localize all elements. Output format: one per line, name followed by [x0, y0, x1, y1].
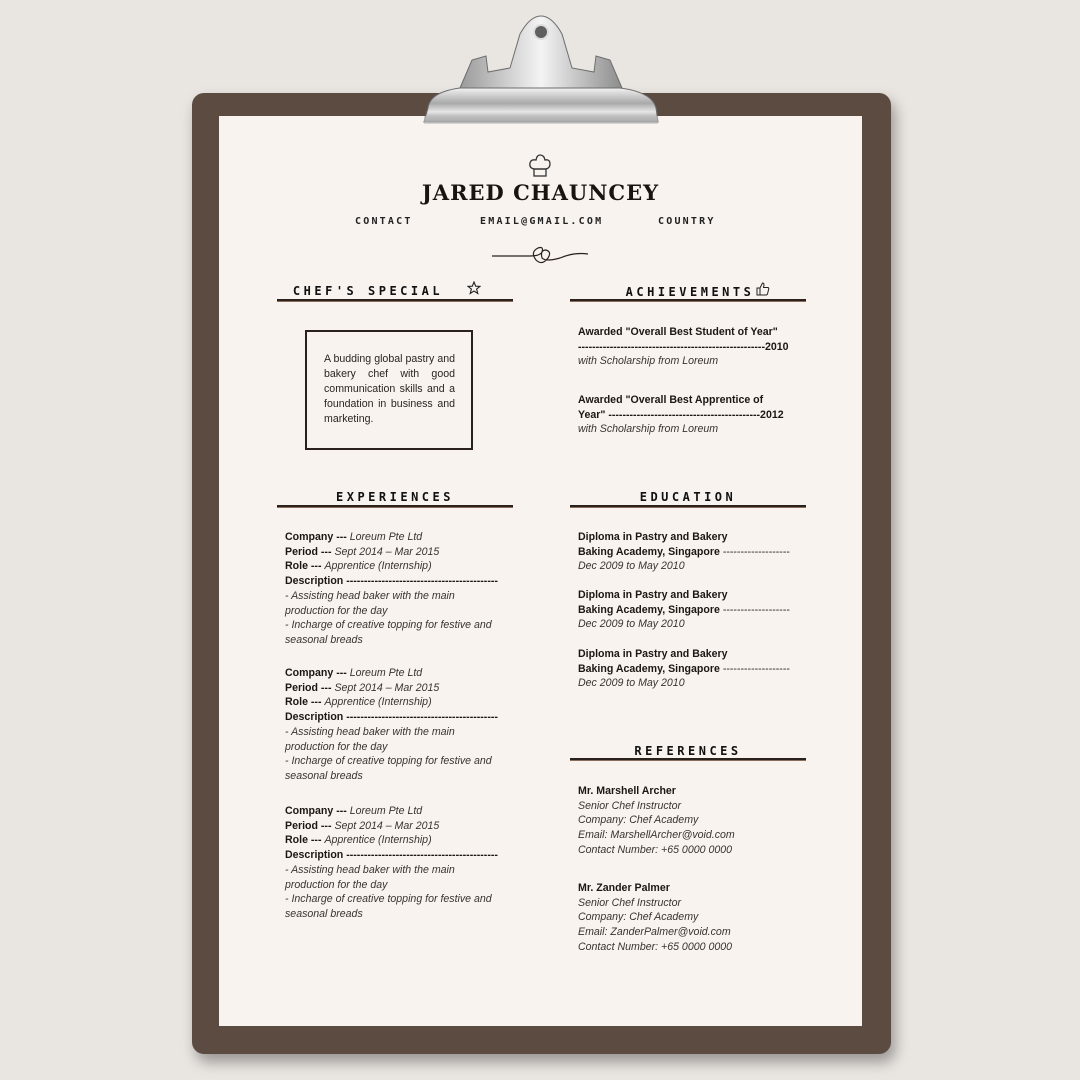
experience-item: Company --- Loreum Pte Ltd Period --- Sept 2014 – Mar 2015 Role --- Apprentice (Internship) Description ------------------------------------------- - Assisting head baker with the main production for the day - Incharge of creative topping for festive and seasonal breads	[285, 667, 498, 782]
achievement-item: Awarded "Overall Best Student of Year" -----------------------------------------------------2010 with Scholarship from Loreum	[578, 326, 789, 368]
star-icon	[467, 281, 481, 295]
experience-item: Company --- Loreum Pte Ltd Period --- Sept 2014 – Mar 2015 Role --- Apprentice (Internship) Description ------------------------------------------- - Assisting head baker with the main production for the day - Incharge of creative topping for festive and seasonal breads	[285, 805, 498, 920]
education-item: Diploma in Pastry and Bakery Baking Academy, Singapore ------------------- Dec 2009 to May 2010	[578, 648, 790, 690]
achievements-rule	[570, 299, 806, 302]
reference-item: Mr. Zander Palmer Senior Chef Instructor Company: Chef Academy Email: ZanderPalmer@void.com Contact Number: +65 0000 0000	[578, 882, 733, 953]
education-item: Diploma in Pastry and Bakery Baking Academy, Singapore ------------------- Dec 2009 to May 2010	[578, 531, 790, 573]
references-title: REFERENCES	[634, 744, 742, 758]
achievement-item: Awarded "Overall Best Apprentice of Year" -------------------------------------------2012 with Scholarship from Loreum	[578, 394, 784, 436]
contact-label: CONTACT	[355, 216, 413, 227]
education-title: EDUCATION	[639, 490, 737, 504]
flourish-divider-icon	[490, 240, 590, 268]
experiences-rule	[277, 505, 513, 508]
chefs-special-box: A budding global pastry and bakery chef with good communication skills and a foundation in business and marketing.	[305, 330, 473, 450]
reference-item: Mr. Marshell Archer Senior Chef Instructor Company: Chef Academy Email: MarshellArcher@void.com Contact Number: +65 0000 0000	[578, 785, 735, 856]
chefs-special-title: CHEF'S SPECIAL	[292, 284, 444, 298]
experiences-title: EXPERIENCES	[336, 490, 454, 504]
clipboard-clip-icon	[420, 12, 662, 130]
thumbs-up-icon	[756, 282, 770, 296]
experience-item: Company --- Loreum Pte Ltd Period --- Sept 2014 – Mar 2015 Role --- Apprentice (Internship) Description ------------------------------------------- - Assisting head baker with the main production for the day - Incharge of creative topping for festive and seasonal breads	[285, 531, 498, 646]
country-label: COUNTRY	[658, 216, 716, 227]
email-label: EMAIL@GMAIL.COM	[480, 216, 604, 227]
education-rule	[570, 505, 806, 508]
references-rule	[570, 758, 806, 761]
education-item: Diploma in Pastry and Bakery Baking Academy, Singapore ------------------- Dec 2009 to May 2010	[578, 589, 790, 631]
achievements-title: ACHIEVEMENTS	[625, 285, 755, 299]
resume-name: JARED CHAUNCEY	[421, 180, 660, 205]
chef-hat-icon	[528, 154, 552, 180]
chefs-special-rule	[277, 299, 513, 302]
